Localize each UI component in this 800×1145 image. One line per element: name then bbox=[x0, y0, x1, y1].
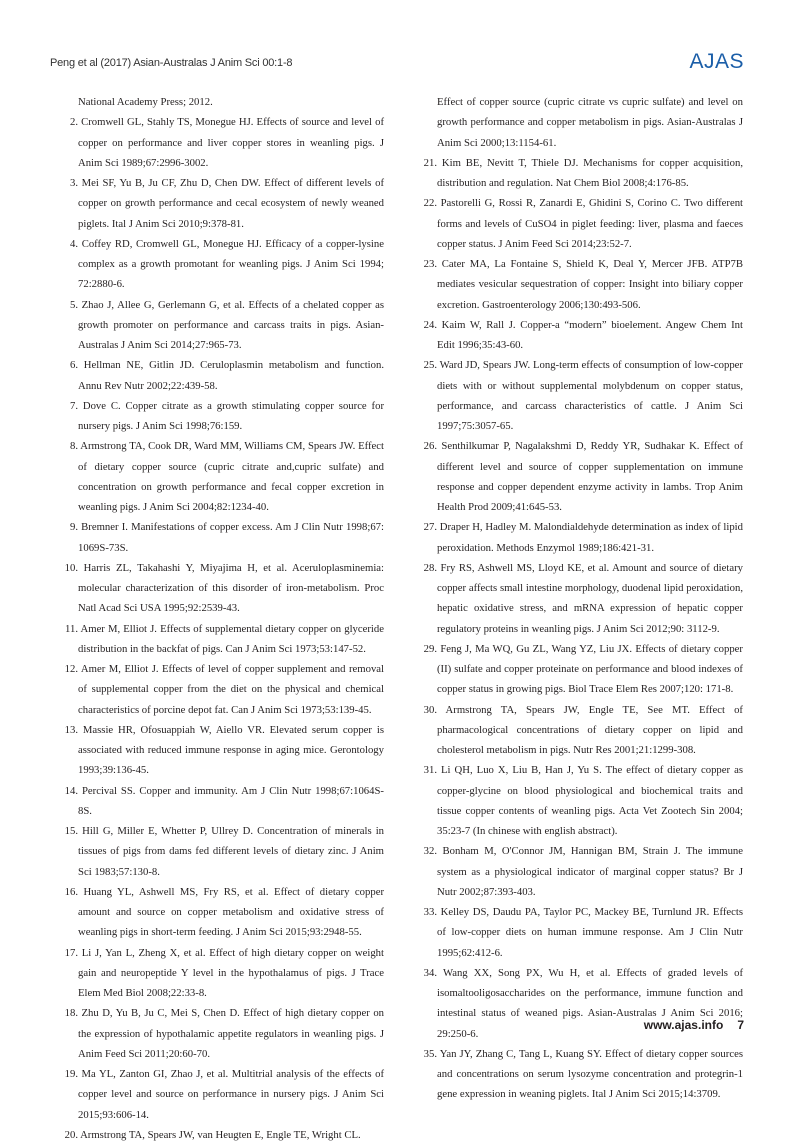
reference-item bbox=[421, 315, 743, 356]
reference-text: Massie HR, Ofosuappiah W, Aiello VR. Elevated serum copper is associated with reduced immune response in aging mice. Gerontology 1993;39:136-45. bbox=[78, 723, 385, 777]
reference-number: 26. bbox=[423, 440, 437, 453]
reference-text: Ma YL, Zanton GI, Zhao J, et al. Multitrial analysis of the effects of copper level and source on performance in nursery pigs. J Anim Sci 2015;93:606-14. bbox=[78, 1068, 385, 1121]
reference-number: 8. bbox=[69, 440, 78, 453]
reference-number: 2. bbox=[69, 116, 78, 129]
reference-text: Senthilkumar P, Nagalakshmi D, Reddy YR, Sudhakar K. Effect of different level and source of copper supplementation on immune response and copper dependent enzyme activity in lambs. Trop Anim Health Prod 2009;41:645-53. bbox=[437, 440, 744, 513]
reference-number: 7. bbox=[69, 399, 78, 412]
reference-number: 19. bbox=[64, 1068, 78, 1080]
journal-logo: AJAS bbox=[689, 50, 744, 73]
reference-item bbox=[421, 153, 743, 194]
reference-text: Amer M, Elliot J. Effects of supplemental dietary copper on glyceride distribution in the backfat of pigs. Can J Anim Sci 1973;53:147-52. bbox=[78, 622, 384, 655]
reference-text: Yan JY, Zhang C, Tang L, Kuang SY. Effect of dietary copper sources and concentrations on serum lysozyme concentration and protegrin-1 gene expression in weaning piglets. Ital J Anim Sci 2015;14:3709. bbox=[437, 1047, 743, 1101]
reference-number: 17. bbox=[64, 946, 78, 959]
reference-text: Huang YL, Ashwell MS, Fry RS, et al. Effect of dietary copper amount and source on copper metabolism and oxidative stress of weanling pigs in short-term feeding. J Anim Sci 2015;93:2948-55. bbox=[78, 885, 384, 939]
reference-item bbox=[421, 436, 743, 517]
reference-item bbox=[62, 436, 384, 517]
reference-item bbox=[62, 619, 384, 660]
reference-item bbox=[421, 902, 743, 963]
reference-number: 13. bbox=[64, 723, 78, 736]
reference-number: 16. bbox=[64, 885, 78, 898]
reference-item bbox=[421, 1044, 743, 1105]
reference-item bbox=[421, 517, 743, 558]
reference-text: Li QH, Luo X, Liu B, Han J, Yu S. The effect of dietary copper as copper-glycine on blood physiological and biochemical traits and tissue copper contents of weanling pigs. Acta Vet Zootech Sin 2004; 35:23-7 (In chinese with english abstract). bbox=[437, 764, 743, 837]
reference-item bbox=[62, 781, 384, 822]
reference-continuation: National Academy Press; 2012. bbox=[78, 96, 213, 108]
reference-item bbox=[421, 639, 743, 700]
reference-text: Cater MA, La Fontaine S, Shield K, Deal Y, Mercer JFB. ATP7B mediates vesicular sequestration of copper: Insight into biliary copper excretion. Gastroenterology 2006;130:493-506. bbox=[437, 258, 743, 311]
reference-item bbox=[421, 355, 743, 436]
reference-text: Fry RS, Ashwell MS, Lloyd KE, et al. Amount and source of dietary copper affects small intestine morphology, duodenal lipid peroxidation, hepatic oxidative stress, and mRNA expression of hepatic copper regulatory proteins in weanling pigs. J Anim Sci 2012;90: 3112-9. bbox=[437, 561, 743, 635]
page-number: 7 bbox=[737, 1018, 744, 1032]
reference-text: Armstrong TA, Spears JW, Engle TE, See MT. Effect of pharmacological concentrations of dietary copper on lipid and cholesterol metabolism in pigs. Nutr Res 2001;21:1299-308. bbox=[437, 703, 743, 756]
reference-item bbox=[62, 396, 384, 437]
reference-text: Armstrong TA, Spears JW, van Heugten E, Engle TE, Wright CL. bbox=[80, 1128, 361, 1141]
reference-number: 24. bbox=[423, 318, 437, 331]
journal-website: www.ajas.info bbox=[643, 1018, 724, 1032]
reference-number: 14. bbox=[64, 784, 78, 797]
reference-number: 12. bbox=[64, 663, 78, 675]
reference-item bbox=[62, 943, 384, 1004]
reference-item bbox=[62, 173, 384, 234]
reference-number: 33. bbox=[423, 906, 437, 918]
reference-text: Pastorelli G, Rossi R, Zanardi E, Ghidini S, Corino C. Two different forms and levels of CuSO4 in piglet feeding: liver, plasma and faeces copper status. J Anim Feed Sci 2014;23:52-7. bbox=[437, 197, 744, 250]
reference-text: Zhao J, Allee G, Gerlemann G, et al. Effects of a chelated copper as growth promoter on performance and carcass traits in pigs. Asian-Australas J Anim Sci 2014;27:965-73. bbox=[78, 298, 385, 351]
reference-item bbox=[62, 112, 384, 173]
page-footer bbox=[644, 1018, 744, 1032]
reference-number: 3. bbox=[69, 177, 78, 189]
reference-number: 27. bbox=[423, 521, 437, 534]
reference-number: 23. bbox=[423, 258, 437, 270]
reference-item bbox=[62, 659, 384, 720]
reference-item bbox=[62, 1003, 384, 1064]
reference-text: Amer M, Elliot J. Effects of level of copper supplement and removal of supplemental copper from the diet on the physical and chemical characteristics of porcine depot fat. Can J Anim Sci 1973;53:139-45. bbox=[78, 663, 384, 716]
reference-number: 25. bbox=[423, 359, 437, 372]
reference-item bbox=[62, 355, 384, 396]
running-head: Peng et al (2017) Asian-Australas J Anim Sci 00:1-8 bbox=[50, 57, 293, 69]
reference-item bbox=[421, 760, 743, 841]
reference-item bbox=[62, 720, 384, 781]
reference-text: Percival SS. Copper and immunity. Am J Clin Nutr 1998;67:1064S-8S. bbox=[78, 784, 384, 817]
reference-number: 32. bbox=[423, 845, 437, 858]
reference-number: 10. bbox=[64, 561, 78, 574]
reference-text: Hill G, Miller E, Whetter P, Ullrey D. Concentration of minerals in tissues of pigs from dams fed different levels of dietary zinc. J Anim Sci 1983;57:130-8. bbox=[78, 825, 385, 878]
reference-item bbox=[62, 882, 384, 943]
reference-text: Bonham M, O'Connor JM, Hannigan BM, Strain J. The immune system as a physiological indicator of marginal copper status? Br J Nutr 2002;87:393-403. bbox=[437, 845, 744, 898]
reference-text: Cromwell GL, Stahly TS, Monegue HJ. Effects of source and level of copper on performance and liver copper stores in weanling pigs. J Anim Sci 1989;67:2996-3002. bbox=[78, 116, 385, 169]
reference-item bbox=[421, 700, 743, 761]
reference-item bbox=[62, 517, 384, 558]
reference-text: Wang XX, Song PX, Wu H, et al. Effects of graded levels of isomaltooligosaccharides on the performance, immune function and intestinal status of weaned pigs. Asian-Australas J Anim Sci 2016; 29:250-6. bbox=[437, 966, 743, 1040]
reference-text: Mei SF, Yu B, Ju CF, Zhu D, Chen DW. Effect of different levels of copper on growth performance and cecal ecosystem of newly weaned piglets. Ital J Anim Sci 2010;9:378-81. bbox=[78, 177, 384, 230]
reference-text: Kaim W, Rall J. Copper-a “modern” bioelement. Angew Chem Int Edit 1996;35:43-60. bbox=[437, 318, 743, 351]
reference-text: Dove C. Copper citrate as a growth stimulating copper source for nursery pigs. J Anim Sci 1998;76:159. bbox=[78, 399, 384, 432]
reference-number: 5. bbox=[69, 298, 78, 311]
reference-number: 18. bbox=[64, 1007, 78, 1020]
reference-item bbox=[62, 1125, 384, 1145]
references-left-column bbox=[62, 92, 384, 1145]
reference-item bbox=[62, 295, 384, 356]
reference-item bbox=[421, 558, 743, 639]
reference-text: Bremner I. Manifestations of copper excess. Am J Clin Nutr 1998;67: 1069S-73S. bbox=[78, 521, 384, 554]
reference-text: Coffey RD, Cromwell GL, Monegue HJ. Efficacy of a copper-lysine complex as a growth promotant for weanling pigs. J Anim Sci 1994; 72:2880-6. bbox=[78, 237, 384, 291]
reference-text: Feng J, Ma WQ, Gu ZL, Wang YZ, Liu JX. Effects of dietary copper (II) sulfate and copper proteinate on performance and blood indexes of copper status in growing pigs. Biol Trace Elem Res 2007;120: 171-8. bbox=[437, 642, 743, 696]
reference-item bbox=[62, 558, 384, 619]
reference-number: 6. bbox=[69, 359, 78, 372]
reference-number: 31. bbox=[423, 764, 437, 777]
reference-number: 30. bbox=[423, 703, 437, 716]
reference-number: 9. bbox=[69, 521, 78, 534]
reference-number: 29. bbox=[423, 642, 437, 655]
reference-text: Li J, Yan L, Zheng X, et al. Effect of high dietary copper on weight gain and neuropeptide Y level in the hypothalamus of pigs. J Trace Elem Med Biol 2008;22:33-8. bbox=[78, 946, 384, 999]
reference-item bbox=[62, 234, 384, 295]
reference-text: Kim BE, Nevitt T, Thiele DJ. Mechanisms for copper acquisition, distribution and regulation. Nat Chem Biol 2008;4:176-85. bbox=[437, 156, 744, 189]
reference-text: Zhu D, Yu B, Ju C, Mei S, Chen D. Effect of high dietary copper on the expression of hypothalamic appetite regulators in weanling pigs. J Anim Feed Sci 2011;20:60-70. bbox=[78, 1007, 385, 1060]
reference-text: Armstrong TA, Cook DR, Ward MM, Williams CM, Spears JW. Effect of dietary copper source (cupric citrate and,cupric sulfate) and concentration on growth performance and fecal copper excretion in weanling pigs. J Anim Sci 2004;82:1234-40. bbox=[78, 440, 384, 513]
reference-text: Hellman NE, Gitlin JD. Ceruloplasmin metabolism and function. Annu Rev Nutr 2002;22:439-58. bbox=[78, 359, 385, 392]
reference-item bbox=[421, 841, 743, 902]
reference-number: 20. bbox=[64, 1128, 78, 1141]
reference-number: 21. bbox=[423, 156, 437, 169]
reference-item bbox=[62, 1064, 384, 1125]
reference-item bbox=[421, 193, 743, 254]
reference-number: 22. bbox=[423, 197, 437, 210]
reference-text: Kelley DS, Daudu PA, Taylor PC, Mackey BE, Turnlund JR. Effects of low-copper diets on human immune response. Am J Clin Nutr 1995;62:412-6. bbox=[437, 906, 743, 959]
reference-item bbox=[421, 254, 743, 315]
reference-continuation: Effect of copper source (cupric citrate vs cupric sulfate) and level on growth performance and copper metabolism in pigs. Asian-Australas J Anim Sci 2000;13:1154-61. bbox=[437, 96, 743, 149]
reference-number: 4. bbox=[69, 237, 78, 250]
reference-text: Draper H, Hadley M. Malondialdehyde determination as index of lipid peroxidation. Methods Enzymol 1989;186:421-31. bbox=[437, 521, 744, 554]
reference-number: 34. bbox=[423, 966, 437, 979]
reference-number: 15. bbox=[64, 825, 78, 837]
reference-number: 35. bbox=[423, 1047, 437, 1060]
reference-item bbox=[62, 821, 384, 882]
references-right-column bbox=[421, 92, 743, 1105]
reference-number: 28. bbox=[423, 561, 437, 574]
reference-text: Harris ZL, Takahashi Y, Miyajima H, et al. Aceruloplasminemia: molecular characterization of this disorder of iron-metabolism. Proc Natl Acad Sci USA 1995;92:2539-43. bbox=[78, 561, 385, 615]
reference-number: 11. bbox=[65, 622, 78, 635]
reference-text: Ward JD, Spears JW. Long-term effects of consumption of low-copper diets with or without supplemental molybdenum on copper status, performance, and carcass characteristics of cattle. J Anim Sci 1997;75:3057-65. bbox=[437, 359, 743, 432]
